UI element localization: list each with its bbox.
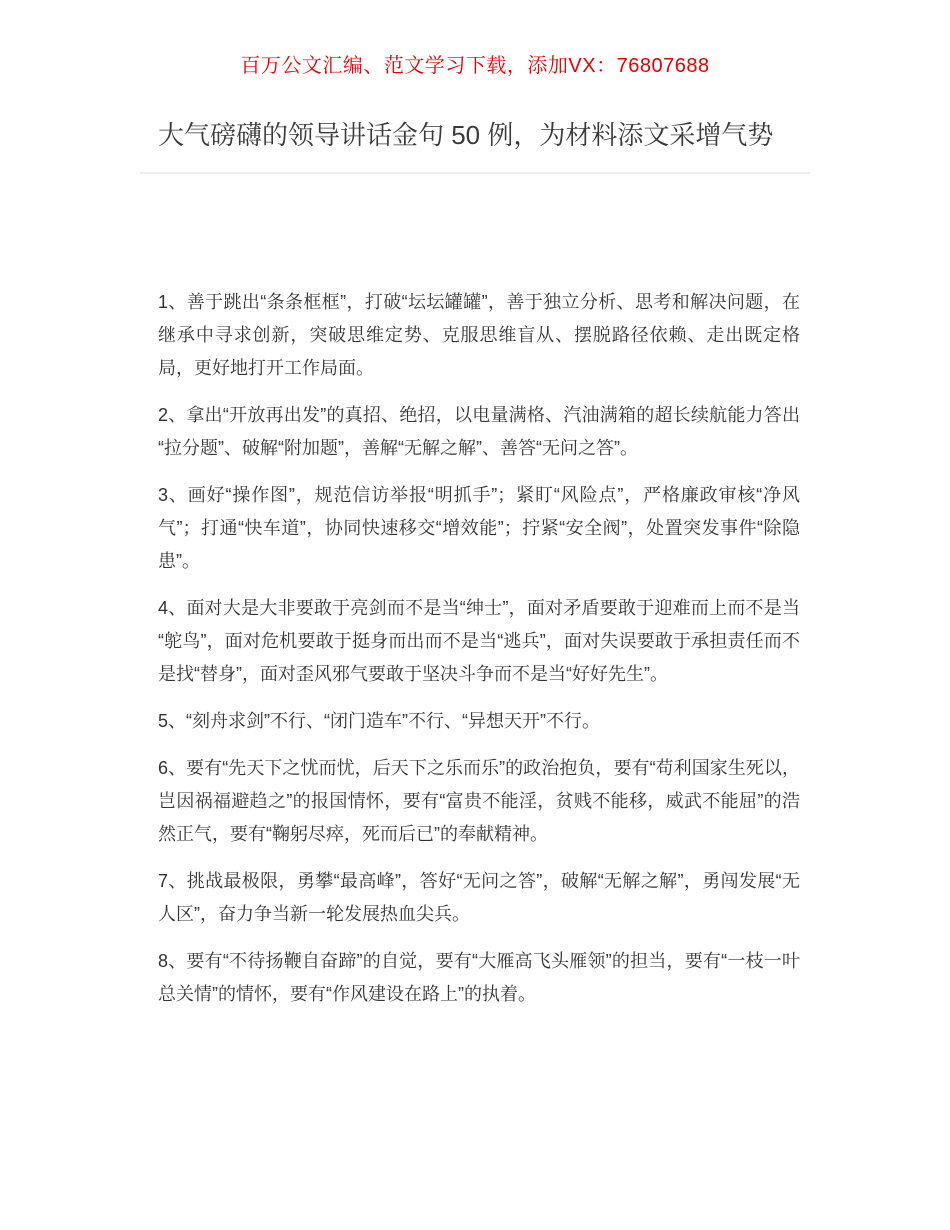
title-divider: [140, 172, 810, 174]
page-title: 大气磅礴的领导讲话金句 50 例，为材料添文采增气势: [158, 120, 774, 150]
paragraph: 6、要有“先天下之忧而忧，后天下之乐而乐”的政治抱负，要有“苟利国家生死以，岂因祸福避趋之”的报国情怀，要有“富贵不能淫，贫贱不能移，威武不能屈”的浩然正气，要有“鞠躬尽瘁，死而后已”的奉献精神。: [158, 758, 800, 844]
paragraph: 8、要有“不待扬鞭自奋蹄”的自觉，要有“大雁高飞头雁领”的担当，要有“一枝一叶总关情”的情怀，要有“作风建设在路上”的执着。: [158, 951, 800, 1004]
paragraph: 5、“刻舟求剑”不行、“闭门造车”不行、“异想天开”不行。: [158, 711, 600, 731]
document-body: [158, 286, 800, 1011]
paragraph: 2、拿出“开放再出发”的真招、绝招，以电量满格、汽油满箱的超长续航能力答出“拉分题”、破解“附加题”，善解“无解之解”、善答“无问之答”。: [158, 405, 800, 458]
paragraph: 4、面对大是大非要敢于亮剑而不是当“绅士”，面对矛盾要敢于迎难而上而不是当“鸵鸟”，面对危机要敢于挺身而出而不是当“逃兵”，面对失误要敢于承担责任而不是找“替身”，面对歪风邪气要敢于坚决斗争而不是当“好好先生”。: [158, 598, 800, 684]
paragraph: 3、画好“操作图”，规范信访举报“明抓手”；紧盯“风险点”，严格廉政审核“净风气”；打通“快车道”，协同快速移交“增效能”；拧紧“安全阀”，处置突发事件“除隐患”。: [158, 485, 800, 571]
paragraph: 1、善于跳出“条条框框”，打破“坛坛罐罐”，善于独立分析、思考和解决问题，在继承中寻求创新，突破思维定势、克服思维盲从、摆脱路径依赖、走出既定格局，更好地打开工作局面。: [158, 292, 800, 378]
promo-banner: 百万公文汇编、范文学习下载，添加VX：76807688: [240, 55, 710, 77]
paragraph: 7、挑战最极限，勇攀“最高峰”，答好“无问之答”，破解“无解之解”，勇闯发展“无人区”，奋力争当新一轮发展热血尖兵。: [158, 871, 800, 924]
